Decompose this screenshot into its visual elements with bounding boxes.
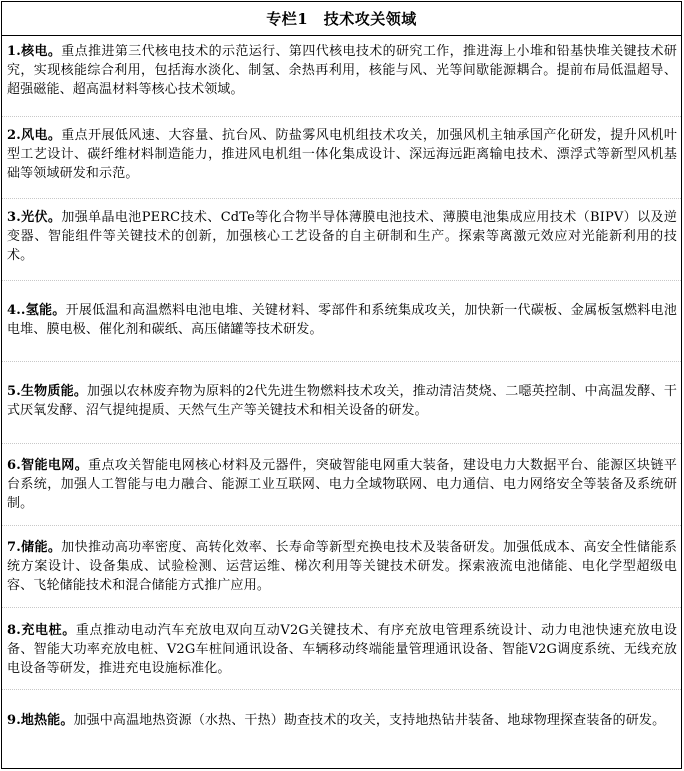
section-nuclear (2, 36, 681, 117)
section-paragraph (2, 208, 681, 265)
section-separator: 。 (47, 210, 62, 225)
section-paragraph (2, 621, 681, 678)
section-text: 加快推动高功率密度、高转化效率、长寿命等新型充换电技术及装备研发。加强低成本、高安全性储能系统方案设计、设备集成、试验检测、运营运维、梯次利用等关键技术研发。探索液流电池储能、电化学型超级电容、飞轮储能技术和混合储能方式推广应用。 (7, 540, 677, 593)
section-name: 风电 (20, 128, 48, 143)
section-number: 3. (7, 210, 21, 225)
section-text: 重点推进第三代核电技术的示范运行、第四代核电技术的研究工作，推进海上小堆和铅基快堆关键技术研究，实现核能综合利用，包括海水淡化、制氢、余热再利用，核能与风、光等间歇能源耦合。提前布局低温超导、超强磁能、超高温材料等核心技术领域。 (7, 44, 677, 97)
section-name: 光伏 (20, 210, 48, 225)
section-number: 5. (7, 384, 21, 399)
section-charging-pile (2, 608, 681, 690)
section-geothermal (2, 690, 681, 768)
section-paragraph (2, 42, 681, 99)
section-number: 7. (7, 540, 21, 555)
section-paragraph (2, 126, 681, 183)
section-separator: 。 (73, 384, 88, 399)
section-number: 2. (7, 128, 21, 143)
section-name: 充电桩 (20, 623, 63, 638)
section-paragraph (2, 382, 681, 420)
section-separator: 。 (62, 623, 76, 638)
section-separator: 。 (74, 458, 89, 473)
column-panel (1, 1, 682, 769)
section-text: 开展低温和高温燃料电池电堆、关键材料、零部件和系统集成攻关，加快新一代碳板、金属板氢燃料电池电堆、膜电极、催化剂和碳纸、高压储罐等技术研发。 (7, 303, 677, 337)
section-energy-storage (2, 526, 681, 608)
section-number: 6. (7, 458, 21, 473)
section-number: 1. (7, 44, 21, 59)
section-number: 4.. (7, 303, 26, 318)
section-text: 重点推动电动汽车充放电双向互动V2G关键技术、有序充放电管理系统设计、动力电池快速充放电设备、智能大功率充放电桩、V2G车桩间通讯设备、车辆移动终端能量管理通讯设备、智能V2G调度系统、无线充放电设备等研发，推进充电设施标准化。 (7, 623, 678, 676)
section-separator: 。 (47, 128, 62, 143)
section-paragraph (2, 301, 681, 339)
section-name: 储能 (20, 540, 48, 555)
section-number: 9. (7, 713, 21, 728)
section-text: 重点开展低风速、大容量、抗台风、防盐雾风电机组技术攻关，加强风机主轴承国产化研发，提升风机叶型工艺设计、碳纤维材料制造能力，推进风电机组一体化集成设计、深远海远距离输电技术、漂浮式等新型风机基础等领域研发和示范。 (7, 128, 677, 181)
section-paragraph (2, 711, 681, 730)
section-wind (2, 117, 681, 199)
section-solar (2, 199, 681, 281)
section-number: 8. (7, 623, 21, 638)
section-separator: 。 (60, 713, 74, 728)
section-name: 智能电网 (20, 458, 75, 473)
panel-title: 专栏1 技术攻关领域 (2, 2, 681, 36)
section-text: 加强中高温地热资源（水热、干热）勘查技术的攻关，支持地热钻井装备、地球物理探查装备的研发。 (73, 713, 666, 728)
section-name: 氢能 (25, 303, 53, 318)
section-paragraph (2, 456, 681, 513)
section-name: 地热能 (20, 713, 61, 728)
section-smart-grid (2, 444, 681, 526)
section-separator: 。 (47, 44, 62, 59)
section-biomass (2, 362, 681, 444)
section-text: 加强以农林废弃物为原料的2代先进生物燃料技术攻关，推动清洁焚烧、二噁英控制、中高温发酵、干式厌氧发酵、沼气提纯提质、天然气生产等关键技术和相关设备的研发。 (7, 384, 677, 418)
section-name: 生物质能 (20, 384, 74, 399)
section-hydrogen (2, 281, 681, 362)
section-text: 加强单晶电池PERC技术、CdTe等化合物半导体薄膜电池技术、薄膜电池集成应用技术（BIPV）以及逆变器、智能组件等关键技术的创新，加强核心工艺设备的自主研制和生产。探索等离激元效应对光能新利用的技术。 (7, 210, 678, 263)
section-paragraph (2, 538, 681, 595)
section-name: 核电 (20, 44, 48, 59)
section-separator: 。 (52, 303, 66, 318)
section-separator: 。 (47, 540, 62, 555)
section-text: 重点攻关智能电网核心材料及元器件，突破智能电网重大装备，建设电力大数据平台、能源区块链平台系统，加强人工智能与电力融合、能源工业互联网、电力全域物联网、电力通信、电力网络安全等装备及系统研制。 (7, 458, 677, 511)
